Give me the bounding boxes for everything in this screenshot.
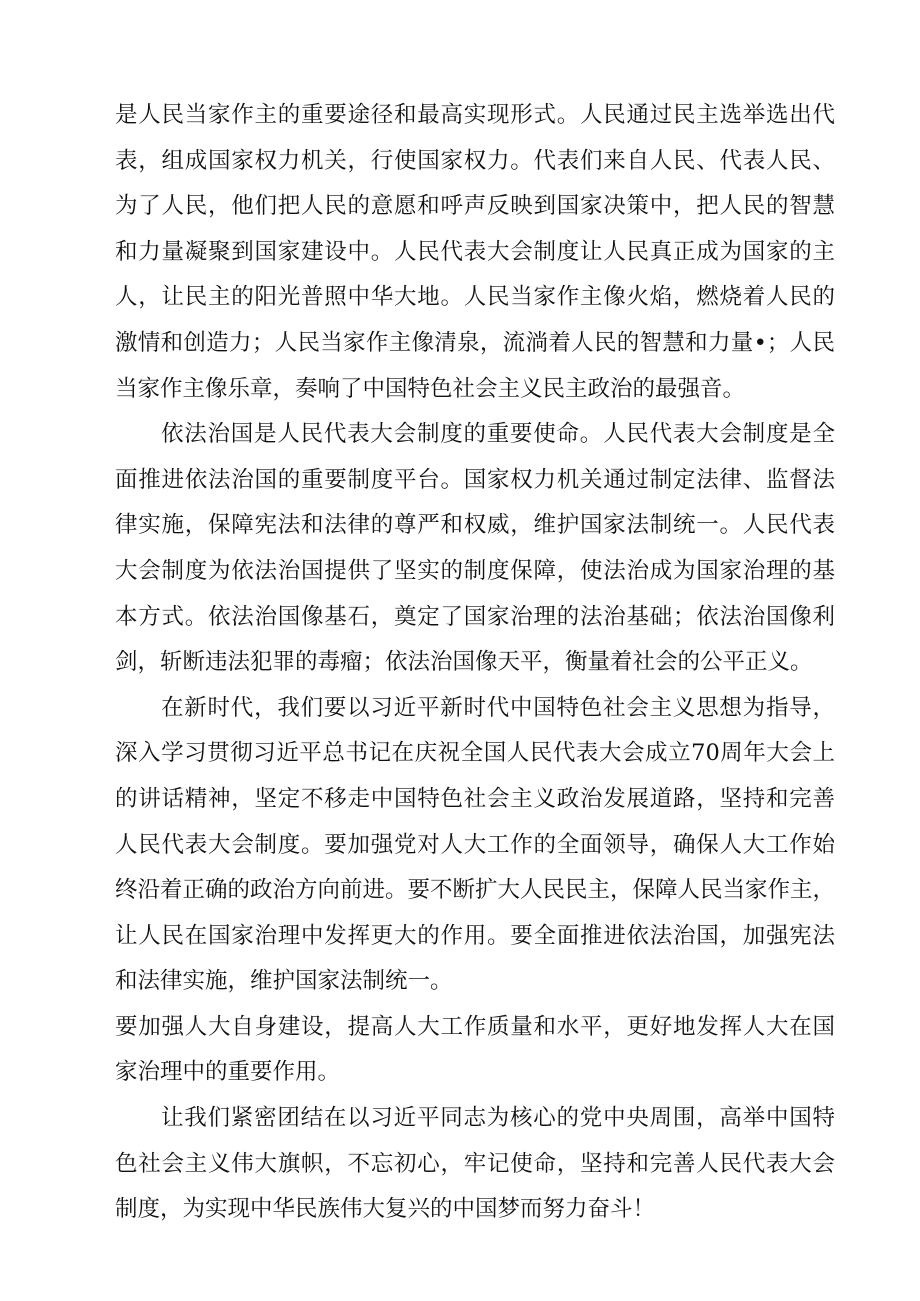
text-line: 色社会主义伟大旗帜，不忘初心，牢记使命，坚持和完善人民代表大会 (115, 1150, 835, 1177)
text-line: 大会制度为依法治国提供了坚实的制度保障，使法治成为国家治理的基 (115, 557, 835, 584)
text-line: 面推进依法治国的重要制度平台。国家权力机关通过制定法律、监督法 (115, 466, 835, 493)
paragraph-new-era (115, 686, 835, 1005)
paragraph-strengthen-npc (115, 1005, 835, 1096)
document-body (115, 93, 835, 1233)
text-line: 制度，为实现中华民族伟大复兴的中国梦而努力奋斗！ (115, 1196, 656, 1223)
text-line: 为了人民，他们把人民的意愿和呼声反映到国家决策中，把人民的智慧 (115, 193, 835, 220)
text-line: 的讲话精神，坚定不移走中国特色社会主义政治发展道路，坚持和完善 (115, 785, 835, 812)
text-line: 律实施，保障宪法和法律的尊严和权威，维护国家法制统一。人民代表 (115, 512, 835, 539)
paragraph-rule-of-law (115, 412, 835, 686)
text-line: 本方式。依法治国像基石，奠定了国家治理的法治基础；依法治国像利 (115, 603, 835, 630)
text-line: 让人民在国家治理中发挥更大的作用。要全面推进依法治国，加强宪法 (115, 922, 835, 949)
text-line: 是人民当家作主的重要途径和最高实现形式。人民通过民主选举选出代 (115, 102, 835, 128)
text-line: 在新时代，我们要以习近平新时代中国特色社会主义思想为指导， (161, 694, 835, 721)
text-line: 和力量凝聚到国家建设中。人民代表大会制度让人民真正成为国家的主 (115, 238, 835, 265)
text-line: 让我们紧密团结在以习近平同志为核心的党中央周围，高举中国特 (161, 1105, 835, 1132)
text-line: 人，让民主的阳光普照中华大地。人民当家作主像火焰，燃烧着人民的 (115, 284, 835, 311)
text-line: 要加强人大自身建设，提高人大工作质量和水平，更好地发挥人大在国 (115, 1013, 835, 1040)
text-line: 深入学习贯彻习近平总书记在庆祝全国人民代表大会成立70周年大会上 (115, 740, 835, 767)
text-line: 表，组成国家权力机关，行使国家权力。代表们来自人民、代表人民、 (115, 147, 835, 174)
text-line: 依法治国是人民代表大会制度的重要使命。人民代表大会制度是全 (161, 421, 835, 448)
text-line: 和法律实施，维护国家法制统一。 (115, 968, 453, 995)
text-line: 终沿着正确的政治方向前进。要不断扩大人民民主，保障人民当家作主， (115, 877, 836, 904)
text-line: 当家作主像乐章，奏响了中国特色社会主义民主政治的最强音。 (115, 375, 746, 402)
paragraph-people-as-masters (115, 93, 835, 412)
paragraph-closing-call (115, 1096, 835, 1233)
text-line: 家治理中的重要作用。 (115, 1059, 341, 1086)
text-line: 剑，斩断违法犯罪的毒瘤；依法治国像天平，衡量着社会的公平正义。 (115, 649, 813, 676)
text-line: 人民代表大会制度。要加强党对人大工作的全面领导，确保人大工作始 (115, 831, 835, 858)
text-line: 激情和创造力；人民当家作主像清泉，流淌着人民的智慧和力量•；人民 (115, 329, 835, 356)
